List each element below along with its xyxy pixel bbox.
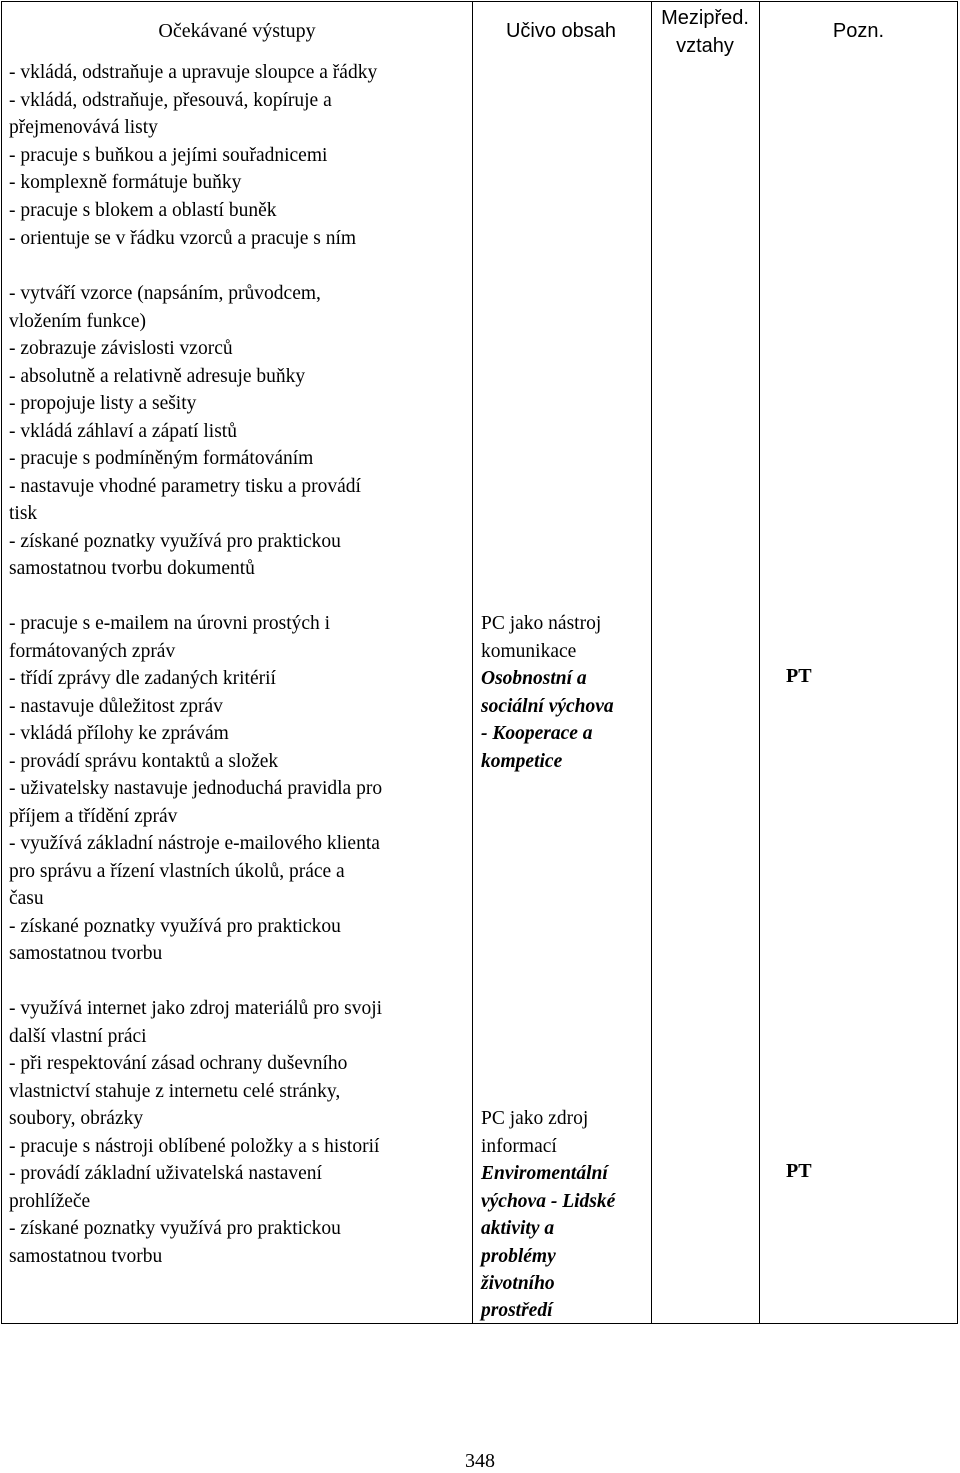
output-line: - třídí zprávy dle zadaných kritérií <box>9 668 276 689</box>
output-line: - uživatelsky nastavuje jednoduchá pravidla pro <box>9 778 383 799</box>
page-number: 348 <box>465 1450 495 1472</box>
content-line: informací <box>481 1136 557 1157</box>
cross-topic-line: Osobnostní a <box>481 668 587 689</box>
cross-topic-line: životního <box>481 1273 555 1294</box>
output-line: - pracuje s podmíněným formátováním <box>9 448 314 469</box>
note-pt: PT <box>786 1160 812 1182</box>
cross-topic-line: Enviromentální <box>481 1163 608 1184</box>
note-pt: PT <box>786 665 812 687</box>
header-notes: Pozn. <box>832 20 885 42</box>
output-line: - pracuje s buňkou a jejími souřadnicemi <box>9 145 328 166</box>
output-line: - komplexně formátuje buňky <box>9 172 242 193</box>
output-line: - nastavuje důležitost zpráv <box>9 696 223 717</box>
output-line: - vkládá, odstraňuje a upravuje sloupce a řádky <box>9 62 378 83</box>
output-line: formátovaných zpráv <box>9 641 176 662</box>
output-line: - získané poznatky využívá pro praktickou <box>9 916 341 937</box>
cross-topic-line: sociální výchova <box>481 696 614 717</box>
output-line: - pracuje s nástroji oblíbené položky a s historií <box>9 1136 380 1157</box>
output-line: vlastnictví stahuje z internetu celé stránky, <box>9 1081 341 1102</box>
header-cross-curricular-1: Mezipřed. <box>661 7 749 29</box>
output-line: - orientuje se v řádku vzorců a pracuje s ním <box>9 228 357 249</box>
output-line: - absolutně a relativně adresuje buňky <box>9 366 306 387</box>
header-expected-outputs: Očekávané výstupy <box>158 20 316 42</box>
header-cross-curricular-2: vztahy <box>676 35 734 57</box>
header-curriculum-content: Učivo obsah <box>505 20 617 42</box>
output-line: - získané poznatky využívá pro praktickou <box>9 1218 341 1239</box>
output-line: - při respektování zásad ochrany duševního <box>9 1053 348 1074</box>
output-line: samostatnou tvorbu <box>9 1246 163 1267</box>
output-line: příjem a třídění zpráv <box>9 806 178 827</box>
output-line: času <box>9 888 44 909</box>
column-divider <box>472 2 473 1323</box>
content-line: komunikace <box>481 641 577 662</box>
column-divider <box>759 2 760 1323</box>
output-line: tisk <box>9 503 38 524</box>
output-line: - využívá internet jako zdroj materiálů pro svoji <box>9 998 383 1019</box>
output-line: - získané poznatky využívá pro praktickou <box>9 531 341 552</box>
output-line: - vkládá záhlaví a zápatí listů <box>9 421 237 442</box>
cross-topic-line: výchova - Lidské <box>481 1191 616 1212</box>
output-line: - propojuje listy a sešity <box>9 393 197 414</box>
cross-topic-line: prostředí <box>481 1300 553 1321</box>
output-line: - vkládá přílohy ke zprávám <box>9 723 229 744</box>
output-line: - využívá základní nástroje e-mailového klienta <box>9 833 380 854</box>
output-line: další vlastní práci <box>9 1026 147 1047</box>
output-line: - provádí základní uživatelská nastavení <box>9 1163 322 1184</box>
output-line: - vytváří vzorce (napsáním, průvodcem, <box>9 283 321 304</box>
output-line: - zobrazuje závislosti vzorců <box>9 338 233 359</box>
cross-topic-line: kompetice <box>481 751 563 772</box>
output-line: - pracuje s e-mailem na úrovni prostých i <box>9 613 331 634</box>
cross-topic-line: aktivity a <box>481 1218 555 1239</box>
output-line: - nastavuje vhodné parametry tisku a provádí <box>9 476 361 497</box>
output-line: - provádí správu kontaktů a složek <box>9 751 279 772</box>
output-line: přejmenovává listy <box>9 117 158 138</box>
column-divider <box>651 2 652 1323</box>
content-line: PC jako zdroj <box>481 1108 589 1129</box>
content-line: PC jako nástroj <box>481 613 602 634</box>
output-line: samostatnou tvorbu dokumentů <box>9 558 255 579</box>
output-line: vložením funkce) <box>9 311 146 332</box>
output-line: samostatnou tvorbu <box>9 943 163 964</box>
output-line: - pracuje s blokem a oblastí buněk <box>9 200 277 221</box>
cross-topic-line: problémy <box>481 1246 556 1267</box>
output-line: prohlížeče <box>9 1191 91 1212</box>
output-line: pro správu a řízení vlastních úkolů, práce a <box>9 861 345 882</box>
output-line: soubory, obrázky <box>9 1108 144 1129</box>
cross-topic-line: - Kooperace a <box>481 723 593 744</box>
output-line: - vkládá, odstraňuje, přesouvá, kopíruje a <box>9 90 332 111</box>
